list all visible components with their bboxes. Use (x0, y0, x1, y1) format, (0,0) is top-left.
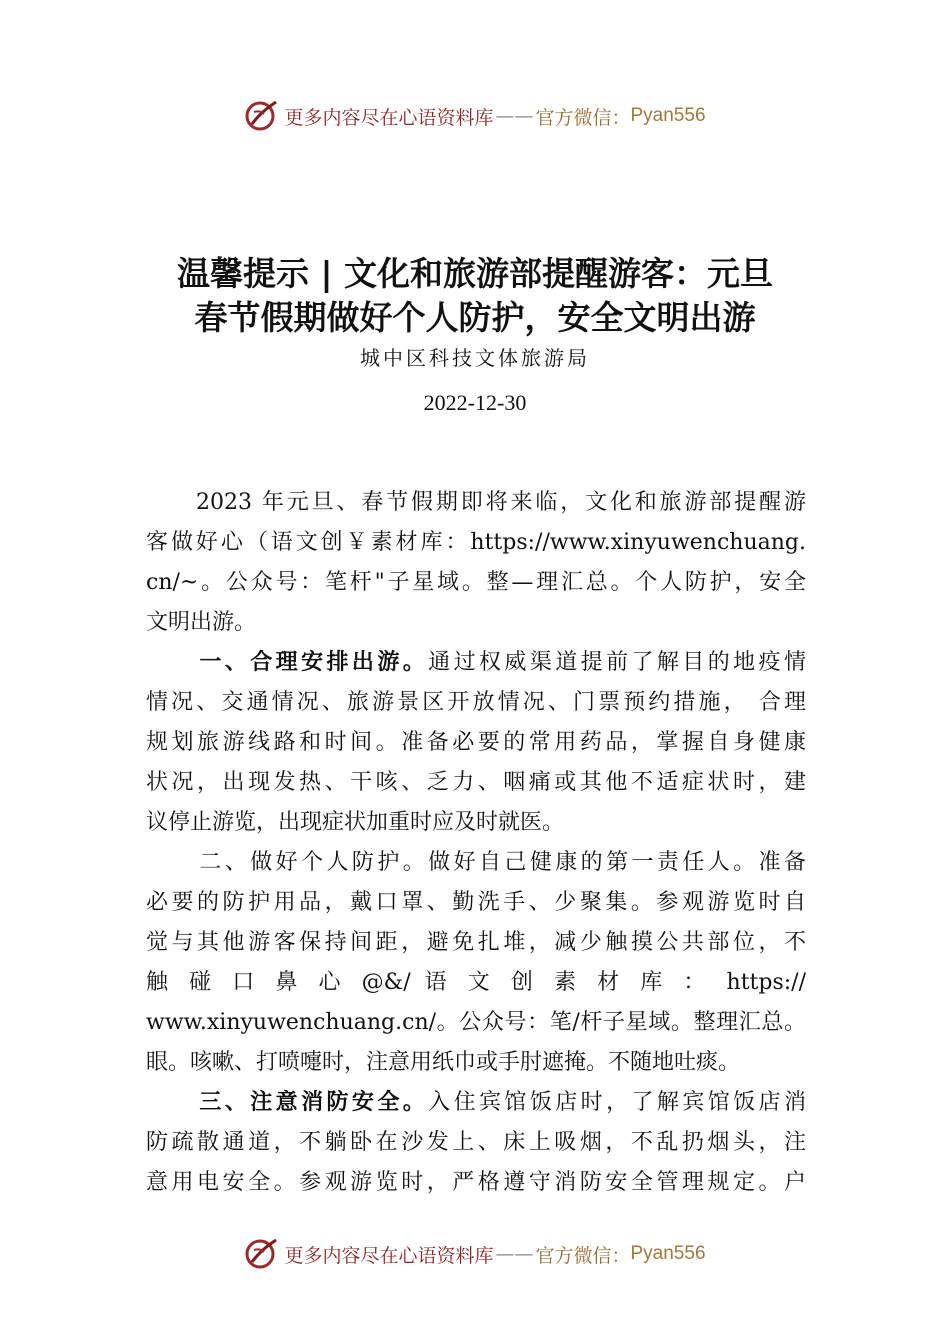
footer-watermark (0, 1234, 950, 1274)
banner-separator: —— (495, 105, 534, 127)
brush-logo-icon (244, 1236, 280, 1272)
document-title (100, 252, 850, 340)
p1-line-3: cn/~。公众号：笔杆"子星域。整—理汇总。个人防护，安全 (146, 570, 806, 595)
p2-line-4: 状况，出现发热、干咳、乏力、咽痛或其他不适症状时，建 (146, 770, 806, 795)
section-heading-3: 三、注意消防安全。 (196, 1090, 429, 1115)
p3-line-3: 觉与其他游客保持间距，避免扎堆，减少触摸公共部位，不 (146, 930, 806, 955)
p1-line-4: 文明出游。 (146, 610, 257, 635)
p3-line-5: www.xinyuwenchuang.cn/。公众号：笔/杆子星域。整理汇总。 (146, 1010, 806, 1035)
banner-text: 更多内容尽在心语资料库 (284, 1244, 494, 1267)
section-heading-1: 一、合理安排出游。 (196, 650, 429, 675)
p4-line-1: 三、注意消防安全。入住宾馆饭店时，了解宾馆饭店消 (196, 1090, 806, 1115)
banner-wechat-label: 官方微信： (535, 106, 631, 129)
p2-line-2: 情况、交通情况、旅游景区开放情况、门票预约措施， 合理 (146, 690, 806, 715)
p2-line-1: 一、合理安排出游。通过权威渠道提前了解目的地疫情 (196, 650, 806, 675)
p3-line-1: 二、做好个人防护。做好自己健康的第一责任人。准备 (196, 850, 806, 875)
title-line-1: 温馨提示 | 文化和旅游部提醒游客：元旦 (176, 254, 774, 293)
header-watermark (0, 96, 950, 136)
source-agency: 城中区科技文体旅游局 (360, 346, 590, 370)
p4-line-2: 防疏散通道，不躺卧在沙发上、床上吸烟，不乱扔烟头，注 (146, 1130, 806, 1155)
banner-wechat-id: Pyan556 (630, 1243, 706, 1264)
banner-text: 更多内容尽在心语资料库 (284, 106, 494, 129)
publish-date: 2022-12-30 (423, 390, 527, 415)
p2-line-3: 规划旅游线路和时间。准备必要的常用药品，掌握自身健康 (146, 730, 806, 755)
p3-line-4: 触 碰 口 鼻 心 @&/ 语 文 创 素 材 库 ： https:// (146, 970, 806, 995)
p3-line-6: 眼。咳嗽、打喷嚏时，注意用纸巾或手肘遮掩。不随地吐痰。 (146, 1050, 741, 1075)
p3-line-2: 必要的防护用品，戴口罩、勤洗手、少聚集。参观游览时自 (146, 890, 806, 915)
banner-separator: —— (495, 1243, 534, 1265)
p1-line-1: 2023 年元旦、春节假期即将来临，文化和旅游部提醒游 (196, 490, 806, 515)
title-line-2: 春节假期做好个人防护，安全文明出游 (194, 298, 756, 337)
p1-line-2: 客做好心（语文创￥素材库：https://www.xinyuwenchuang. (146, 530, 806, 555)
banner-wechat-label: 官方微信： (535, 1244, 631, 1267)
p4-line-3: 意用电安全。参观游览时，严格遵守消防安全管理规定。户 (146, 1170, 806, 1195)
brush-logo-icon (244, 98, 280, 134)
p2-line-5: 议停止游览，出现症状加重时应及时就医。 (146, 810, 565, 835)
banner-wechat-id: Pyan556 (630, 105, 706, 126)
article-body (146, 483, 806, 1203)
